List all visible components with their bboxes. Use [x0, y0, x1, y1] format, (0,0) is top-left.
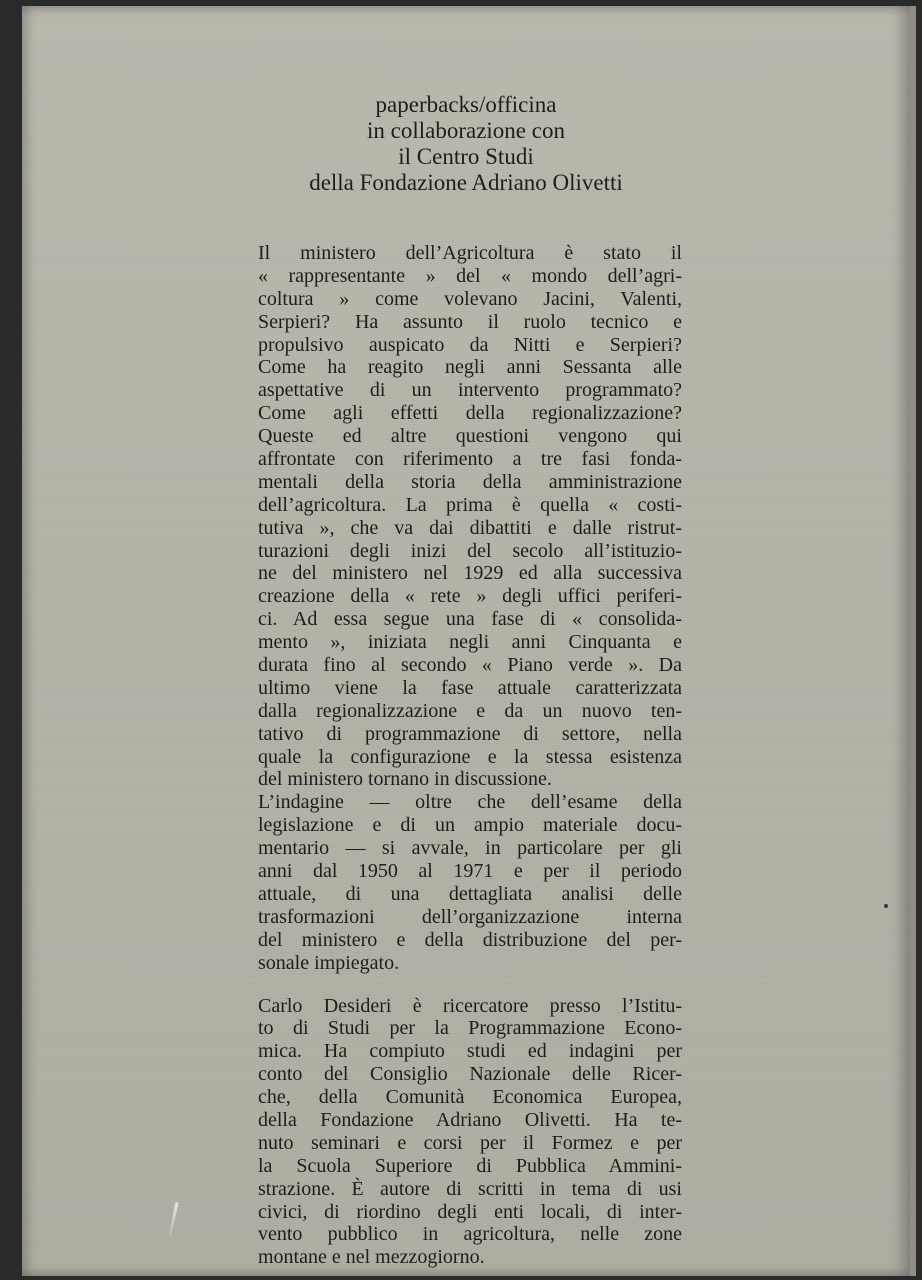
text-line: conto del Consiglio Nazionale delle Ricer- [258, 1063, 682, 1086]
text-line: « rappresentante » del « mondo dell’agri- [258, 264, 682, 287]
text-line: che, della Comunità Economica Europea, [258, 1086, 682, 1109]
text-line: civici, di riordino degli enti locali, di inter- [258, 1200, 682, 1223]
text-line: to di Studi per la Programmazione Econo- [258, 1017, 682, 1040]
cover-speck [884, 904, 888, 908]
text-line: coltura » come volevano Jacini, Valenti, [258, 287, 682, 310]
text-line: durata fino al secondo « Piano verde ». Da [258, 654, 682, 677]
text-line: del ministero e della distribuzione del per- [258, 928, 682, 951]
text-line: quale la configurazione e la stessa esistenza [258, 745, 682, 768]
text-line: anni dal 1950 al 1971 e per il periodo [258, 860, 682, 883]
centro-studi-line: il Centro Studi [398, 144, 534, 169]
text-line: mento », iniziata negli anni Cinquanta e [258, 631, 682, 654]
collaboration-line: in collaborazione con [367, 118, 565, 143]
text-line: propulsivo auspicato da Nitti e Serpieri? [258, 333, 682, 356]
text-line: la Scuola Superiore di Pubblica Ammini- [258, 1154, 682, 1177]
text-line: Queste ed altre questioni vengono qui [258, 425, 682, 448]
text-line: Come ha reagito negli anni Sessanta alle [258, 356, 682, 379]
author-bio [258, 995, 682, 1270]
text-line: tutiva », che va dai dibattiti e dalle ristrut- [258, 516, 682, 539]
text-line: legislazione e di un ampio materiale docu- [258, 814, 682, 837]
blurb-text [258, 242, 682, 1269]
paragraph-gap [258, 975, 682, 995]
text-line: strazione. È autore di scritti in tema di usi [258, 1177, 682, 1200]
book-back-cover [22, 6, 916, 1276]
text-line: mentali della storia della amministrazione [258, 470, 682, 493]
text-line: dalla regionalizzazione e da un nuovo ten- [258, 699, 682, 722]
series-name: paperbacks/officina [375, 92, 557, 117]
text-line: attuale, di una dettagliata analisi delle [258, 882, 682, 905]
text-line: creazione della « rete » degli uffici periferi- [258, 585, 682, 608]
book-description [258, 242, 682, 975]
text-line: trasformazioni dell’organizzazione interna [258, 905, 682, 928]
text-line: turazioni degli inizi del secolo all’istituzio- [258, 539, 682, 562]
text-line: ci. Ad essa segue una fase di « consolida- [258, 608, 682, 631]
text-line: sonale impiegato. [258, 951, 400, 974]
text-line: L’indagine — oltre che dell’esame della [258, 791, 682, 814]
text-line: della Fondazione Adriano Olivetti. Ha te- [258, 1108, 682, 1131]
text-line: vento pubblico in agricoltura, nelle zone [258, 1223, 682, 1246]
text-line: Il ministero dell’Agricoltura è stato il [258, 242, 682, 264]
text-line: montane e nel mezzogiorno. [258, 1246, 485, 1269]
series-header [22, 92, 910, 196]
text-line: mentario — si avvale, in particolare per gli [258, 837, 682, 860]
text-line: ultimo viene la fase attuale caratterizzata [258, 676, 682, 699]
text-line: nuto seminari e corsi per il Formez e per [258, 1131, 682, 1154]
text-line: dell’agricoltura. La prima è quella « costi- [258, 493, 682, 516]
text-line: aspettative di un intervento programmato? [258, 379, 682, 402]
text-line: Carlo Desideri è ricercatore presso l’Istitu- [258, 994, 682, 1017]
text-line: ne del ministero nel 1929 ed alla successiva [258, 562, 682, 585]
text-line: Serpieri? Ha assunto il ruolo tecnico e [258, 310, 682, 333]
cover-scratch [168, 1202, 178, 1236]
text-line: affrontate con riferimento a tre fasi fonda- [258, 448, 682, 471]
text-line: Come agli effetti della regionalizzazione? [258, 402, 682, 425]
text-line: mica. Ha compiuto studi ed indagini per [258, 1040, 682, 1063]
text-line: del ministero tornano in discussione. [258, 768, 552, 791]
text-line: tativo di programmazione di settore, nella [258, 722, 682, 745]
fondazione-line: della Fondazione Adriano Olivetti [309, 170, 623, 195]
